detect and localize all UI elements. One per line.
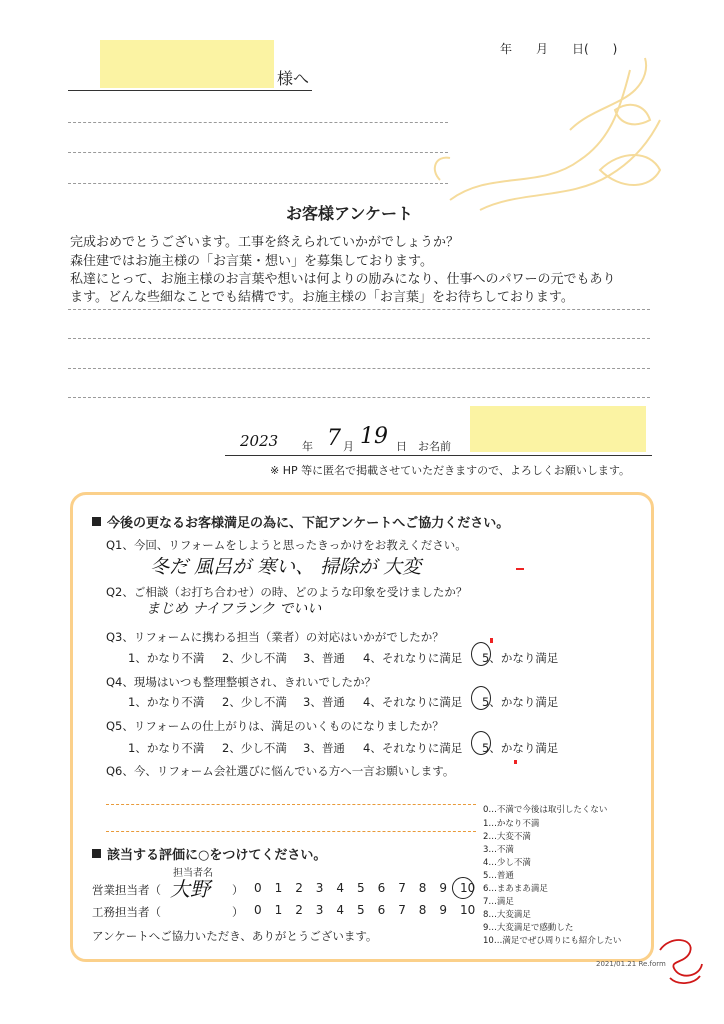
recipient-underline [68,90,312,91]
intro-line: ます。どんな些細なことでも結構です。お施主様の「お言葉」をお待ちしております。 [70,290,574,305]
question-1: Q1、今回、リフォームをしようと思ったきっかけをお教えください。 [106,538,467,552]
red-mark [516,568,524,570]
question-5: Q5、リフォームの仕上がりは、満足のいくものになりましたか？ [106,719,444,733]
rating-number: 4 [336,903,345,917]
legend-item: 7…満足 [483,897,514,907]
legend-item: 2…大変不満 [483,832,531,842]
question-6: Q6、今、リフォーム会社選びに悩んでいる方へ一言お願いします。 [106,764,455,778]
rating-number: 3 [315,903,324,917]
form-stamp: 2021/01.21 Re.form [596,960,666,968]
scale-option: 2、少し不満 [222,695,287,709]
scale-option: 4、それなりに満足 [363,741,463,755]
intro-line: 私達にとって、お施主様のお言葉や想いは何よりの励みになり、仕事へのパワーの元でもあり [70,272,616,287]
legend-item: 9…大変満足で感動した [483,923,574,933]
intro-line: 完成おめでとうございます。工事を終えられていかがでしょうか？ [70,235,459,250]
sales-staff-label: 営業担当者（ [92,883,161,897]
red-mark [490,638,493,643]
name-label: お名前 [418,440,451,453]
paren-close: ） [232,883,244,897]
scale-option: 3、普通 [303,651,345,665]
question-2: Q2、ご相談（お打ち合わせ）の時、どのような印象を受けましたか？ [106,585,468,599]
comment-line [68,338,650,339]
floral-ornament [420,50,670,220]
intro-line: 森住建ではお施主様の「お言葉・想い」を募集しております。 [70,254,433,269]
scale-option: 3、普通 [303,695,345,709]
rating-number: 5 [357,903,365,917]
year-handwritten: 2023 [240,432,279,450]
rating-number: 9 [439,903,448,917]
scale-option: 2、少し不満 [222,651,287,665]
recipient-suffix: 様へ [277,69,310,88]
rating-number: 5 [357,881,365,895]
rating-number: 6 [377,903,386,917]
legend-item: 5…普通 [483,871,514,881]
date-header: 年 月 日( ) [500,42,618,56]
scale-option: 1、かなり不満 [128,651,205,665]
scale-option: 1、かなり不満 [128,741,205,755]
survey-heading: 今後の更なるお客様満足の為に、下記アンケートへご協力ください。 [92,512,509,531]
selected-circle [452,877,474,899]
selected-circle [471,686,491,710]
rating-number: 10 [460,881,476,895]
recipient-name-redaction [100,40,274,88]
scale-option: 2、少し不満 [222,741,287,755]
signature-scribble [650,930,710,988]
scale-option: 4、それなりに満足 [363,651,463,665]
legend-item: 1…かなり不満 [483,819,540,829]
legend-item: 10…満足でぜひ周りにも紹介したい [483,936,622,946]
message-line [68,122,448,123]
scale-option: 4、それなりに満足 [363,695,463,709]
comment-line [68,309,650,310]
month-label: 月 [343,440,354,453]
rating-number: 2 [295,903,303,917]
day-label: 日 [396,440,407,453]
anonymity-note: ※ HP 等に匿名で掲載させていただきますので、よろしくお願いします。 [270,464,631,477]
rating-number: 1 [274,881,283,895]
signature-underline [225,455,652,456]
comment-line [68,397,650,398]
rating-number: 7 [398,903,406,917]
rating-number: 6 [377,881,386,895]
page-title: お客様アンケート [286,204,414,223]
rating-number: 2 [295,881,303,895]
paren-close: ） [232,905,244,919]
year-label: 年 [302,440,313,453]
sales-staff-name-handwritten: 大野 [170,877,210,901]
rating-number: 1 [274,903,283,917]
staff-name-label: 担当者名 [173,868,213,879]
legend-item: 8…大変満足 [483,910,531,920]
rating-number: 7 [398,881,406,895]
month-handwritten: 7 [327,426,341,451]
comment-line [68,368,650,369]
selected-circle [471,731,491,755]
rating-number: 8 [418,881,427,895]
scale-option: 5、かなり満足 [482,651,559,665]
customer-name-redaction [470,406,646,452]
question-3: Q3、リフォームに携わる担当（業者）の対応はいかがでしたか？ [106,630,444,644]
works-staff-label: 工務担当者（ [92,905,161,919]
rating-number: 8 [418,903,427,917]
answer-2-handwritten: まじめ ナイフランク でいい [146,601,322,617]
scale-option: 1、かなり不満 [128,695,205,709]
scale-option: 3、普通 [303,741,345,755]
legend-item: 3…不満 [483,845,514,855]
evaluation-heading: 該当する評価に○をつけてください。 [92,844,326,863]
selected-circle [471,642,491,666]
message-line [68,183,448,184]
rating-number: 0 [254,881,262,895]
rating-number: 0 [254,903,262,917]
rating-number: 9 [439,881,448,895]
q6-answer-line [106,804,476,805]
scale-option: 5、かなり満足 [482,695,559,709]
bullet-square-icon [92,517,101,526]
legend-item: 0…不満で今後は取引したくない [483,805,608,815]
answer-1-handwritten: 冬だ 風呂が 寒い、 掃除が 大変 [150,556,422,578]
q6-answer-line [106,831,476,832]
day-handwritten: 19 [360,424,388,449]
rating-number: 4 [336,881,345,895]
message-line [68,152,448,153]
scale-option: 5、かなり満足 [482,741,559,755]
legend-item: 6…まあまあ満足 [483,884,548,894]
question-4: Q4、現場はいつも整理整頓され、きれいでしたか？ [106,675,377,689]
rating-number: 3 [315,881,324,895]
legend-item: 4…少し不満 [483,858,531,868]
bullet-square-icon [92,849,101,858]
thanks-text: アンケートへご協力いただき、ありがとうございます。 [92,929,378,943]
red-mark [514,760,517,764]
rating-number: 10 [460,903,476,917]
